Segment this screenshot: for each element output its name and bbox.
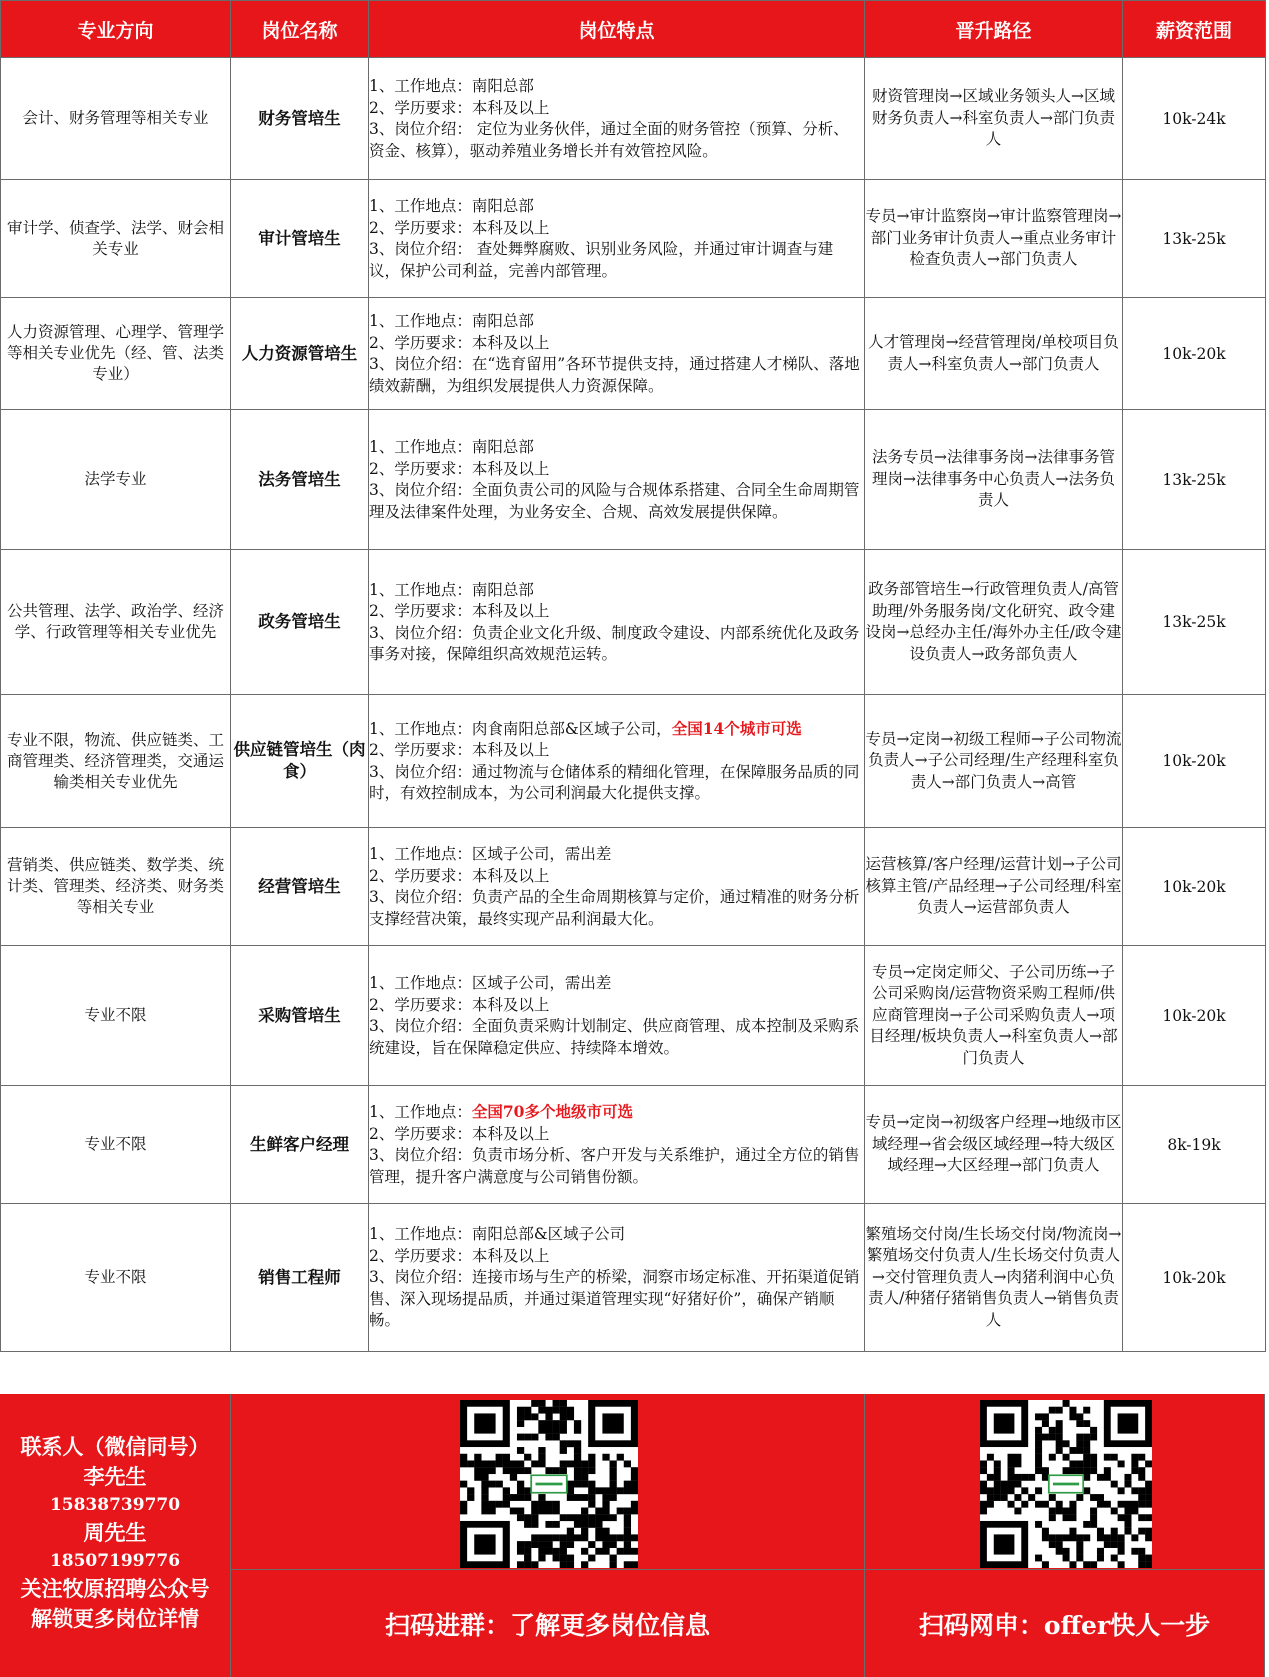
cell-major: 公共管理、法学、政治学、经济学、行政管理等相关专业优先: [1, 550, 231, 695]
follow-line-2: 解锁更多岗位详情: [31, 1606, 199, 1631]
table-row: [1, 695, 1266, 828]
location-highlight: 全国14个城市可选: [671, 718, 802, 738]
header-salary: 薪资范围: [1123, 1, 1266, 58]
feature-location: [369, 75, 864, 98]
cell-job-title: 法务管培生: [231, 410, 369, 550]
cell-promotion-path: 繁殖场交付岗/生长场交付岗/物流岗→繁殖场交付负责人/生长场交付负责人→交付管理负责人→肉猪利润中心负责人/种猪仔猪销售负责人→销售负责人: [865, 1204, 1123, 1352]
header-job: 岗位名称: [231, 1, 369, 58]
cell-features: [369, 1204, 865, 1352]
location-label: 1、工作地点：: [369, 974, 472, 992]
cell-salary: 10k-20k: [1123, 946, 1266, 1086]
cell-major: 专业不限: [1, 1204, 231, 1352]
feature-location: [369, 843, 864, 866]
cell-salary: 10k-20k: [1123, 695, 1266, 828]
cell-major: 法学专业: [1, 410, 231, 550]
location-value: 南阳总部: [471, 312, 534, 330]
feature-education: 2、学历要求：本科及以上: [369, 866, 550, 885]
cell-salary: 8k-19k: [1123, 1086, 1266, 1204]
contact-phone-1: 15838739770: [49, 1495, 181, 1515]
cell-major: 专业不限: [1, 946, 231, 1086]
cell-features: [369, 550, 865, 695]
cell-promotion-path: 运营核算/客户经理/运营计划→子公司核算主管/产品经理→子公司经理/科室负责人→运营部负责人: [865, 828, 1123, 946]
cell-job-title: 人力资源管培生: [231, 298, 369, 410]
feature-education: 2、学历要求：本科及以上: [369, 995, 550, 1014]
feature-education: 2、学历要求：本科及以上: [369, 1246, 550, 1265]
cell-major: 专业不限: [1, 1086, 231, 1204]
location-value: 南阳总部&区域子公司: [471, 1225, 626, 1244]
feature-description: 3、岗位介绍： 定位为业务伙伴，通过全面的财务管控（预算、分析、资金、核算），驱动养殖业务增长并有效管控风险。: [369, 120, 849, 160]
feature-education: 2、学历要求：本科及以上: [369, 98, 550, 117]
location-label: 1、工作地点：: [369, 197, 472, 215]
qr-code-icon[interactable]: [980, 1400, 1152, 1568]
feature-description: 3、岗位介绍：全面负责公司的风险与合规体系搭建、合同全生命周期管理及法律案件处理，为业务安全、合规、高效发展提供保障。: [369, 481, 860, 521]
header-major: 专业方向: [1, 1, 231, 58]
header-path: 晋升路径: [865, 1, 1123, 58]
feature-description: 3、岗位介绍：通过物流与仓储体系的精细化管理，在保障服务品质的同时，有效控制成本，为公司利润最大化提供支撑。: [369, 762, 860, 802]
cell-promotion-path: 政务部管培生→行政管理负责人/高管助理/外务服务岗/文化研究、政令建设岗→总经办主任/海外办主任/政令建设负责人→政务部负责人: [865, 550, 1123, 695]
cell-major: 会计、财务管理等相关专业: [1, 58, 231, 180]
cell-features: [369, 180, 865, 298]
feature-location: [369, 1101, 864, 1124]
location-highlight: 全国70多个地级市可选: [471, 1102, 633, 1121]
location-label: 1、工作地点：: [369, 1225, 472, 1244]
contact-person-1: 李先生: [83, 1464, 147, 1489]
feature-location: [369, 436, 864, 459]
qr-code-icon[interactable]: [460, 1400, 638, 1568]
location-value: 南阳总部: [471, 438, 534, 456]
location-label: 1、工作地点：: [369, 1103, 472, 1121]
contact-info: [0, 1394, 230, 1677]
table-header-row: [1, 1, 1266, 58]
location-label: 1、工作地点：: [369, 438, 472, 456]
cell-job-title: 财务管培生: [231, 58, 369, 180]
location-label: 1、工作地点：: [369, 580, 472, 599]
feature-location: [369, 718, 864, 741]
location-label: 1、工作地点：: [369, 719, 472, 738]
feature-education: 2、学历要求：本科及以上: [369, 602, 550, 620]
cell-promotion-path: 财资管理岗→区域业务领头人→区域财务负责人→科室负责人→部门负责人: [865, 58, 1123, 180]
cell-features: [369, 58, 865, 180]
feature-description: 3、岗位介绍：全面负责采购计划制定、供应商管理、成本控制及采购系统建设，旨在保障稳定供应、持续降本增效。: [369, 1017, 860, 1057]
cell-salary: 13k-25k: [1123, 180, 1266, 298]
table-row: [1, 180, 1266, 298]
divider: [1264, 1394, 1265, 1677]
cell-features: [369, 410, 865, 550]
feature-location: [369, 579, 864, 602]
feature-location: [369, 1223, 864, 1246]
cell-promotion-path: 专员→定岗定师父、子公司历练→子公司采购岗/运营物资采购工程师/供应商管理岗→子公司采购负责人→项目经理/板块负责人→科室负责人→部门负责人: [865, 946, 1123, 1086]
location-value: 南阳总部: [471, 580, 534, 599]
location-value: 区域子公司，需出差: [471, 974, 612, 992]
feature-description: 3、岗位介绍：负责企业文化升级、制度政令建设、内部系统优化及政务事务对接，保障组织高效规范运转。: [369, 623, 860, 663]
cell-salary: 10k-20k: [1123, 1204, 1266, 1352]
location-value: 肉食南阳总部&区域子公司，: [471, 719, 672, 738]
feature-education: 2、学历要求：本科及以上: [369, 333, 550, 352]
cell-major: 人力资源管理、心理学、管理学等相关专业优先（经、管、法类专业）: [1, 298, 231, 410]
feature-education: 2、学历要求：本科及以上: [369, 1124, 550, 1143]
feature-education: 2、学历要求：本科及以上: [369, 741, 550, 759]
feature-education: 2、学历要求：本科及以上: [369, 218, 550, 237]
cell-features: [369, 695, 865, 828]
table-row: [1, 1204, 1266, 1352]
cell-salary: 10k-20k: [1123, 828, 1266, 946]
cell-features: [369, 298, 865, 410]
cell-job-title: 采购管培生: [231, 946, 369, 1086]
table-row: [1, 550, 1266, 695]
cell-major: 营销类、供应链类、数学类、统计类、管理类、经济类、财务类等相关专业: [1, 828, 231, 946]
feature-description: 3、岗位介绍：连接市场与生产的桥梁，洞察市场定标准、开拓渠道促销售、深入现场提品质，并通过渠道管理实现“好猪好价”，确保产销顺畅。: [369, 1268, 860, 1330]
follow-line-1: 关注牧原招聘公众号: [20, 1576, 210, 1601]
slogan-join-group: 扫码进群：了解更多岗位信息: [384, 1610, 710, 1640]
slogan-apply-online: 扫码网申：offer快人一步: [918, 1610, 1211, 1640]
feature-description: 3、岗位介绍：负责产品的全生命周期核算与定价，通过精准的财务分析支撑经营决策，最终实现产品利润最大化。: [369, 888, 860, 928]
cell-features: [369, 1086, 865, 1204]
table-row: [1, 828, 1266, 946]
cell-job-title: 供应链管培生（肉食）: [231, 695, 369, 828]
cell-job-title: 审计管培生: [231, 180, 369, 298]
table-row: [1, 946, 1266, 1086]
cell-promotion-path: 人才管理岗→经营管理岗/单校项目负责人→科室负责人→部门负责人: [865, 298, 1123, 410]
cell-major: 审计学、侦查学、法学、财会相关专业: [1, 180, 231, 298]
contact-phone-2: 18507199776: [49, 1551, 181, 1571]
feature-description: 3、岗位介绍：负责市场分析、客户开发与关系维护，通过全方位的销售管理，提升客户满意度与公司销售份额。: [369, 1146, 860, 1186]
contact-person-2: 周先生: [83, 1520, 147, 1545]
table-row: [1, 410, 1266, 550]
cell-salary: 10k-20k: [1123, 298, 1266, 410]
cell-promotion-path: 法务专员→法律事务岗→法律事务管理岗→法律事务中心负责人→法务负责人: [865, 410, 1123, 550]
feature-location: [369, 310, 864, 333]
cell-promotion-path: 专员→定岗→初级客户经理→地级市区域经理→省会级区域经理→特大级区域经理→大区经理→部门负责人: [865, 1086, 1123, 1204]
cell-salary: 10k-24k: [1123, 58, 1266, 180]
cell-job-title: 经营管培生: [231, 828, 369, 946]
cell-major: 专业不限，物流、供应链类、工商管理类、经济管理类，交通运输类相关专业优先: [1, 695, 231, 828]
cell-promotion-path: 专员→定岗→初级工程师→子公司物流负责人→子公司经理/生产经理科室负责人→部门负责人→高管: [865, 695, 1123, 828]
feature-description: 3、岗位介绍： 查处舞弊腐败、识别业务风险，并通过审计调查与建议，保护公司利益，完善内部管理。: [369, 240, 834, 280]
location-label: 1、工作地点：: [369, 312, 472, 330]
cell-job-title: 销售工程师: [231, 1204, 369, 1352]
contact-title: 联系人（微信同号）: [20, 1434, 210, 1459]
feature-location: [369, 972, 864, 995]
cell-job-title: 政务管培生: [231, 550, 369, 695]
feature-location: [369, 195, 864, 218]
table-row: [1, 1086, 1266, 1204]
cell-job-title: 生鲜客户经理: [231, 1086, 369, 1204]
cell-salary: 13k-25k: [1123, 410, 1266, 550]
location-value: 南阳总部: [471, 77, 534, 95]
cell-promotion-path: 专员→审计监察岗→审计监察管理岗→部门业务审计负责人→重点业务审计检查负责人→部门负责人: [865, 180, 1123, 298]
feature-description: 3、岗位介绍：在“选育留用”各环节提供支持，通过搭建人才梯队、落地绩效薪酬，为组织发展提供人力资源保障。: [369, 355, 860, 395]
feature-education: 2、学历要求：本科及以上: [369, 459, 550, 478]
header-features: 岗位特点: [369, 1, 865, 58]
table-row: [1, 298, 1266, 410]
location-label: 1、工作地点：: [369, 77, 472, 95]
location-value: 区域子公司，需出差: [471, 845, 612, 863]
cell-features: [369, 828, 865, 946]
footer: [0, 1394, 1265, 1677]
location-value: 南阳总部: [471, 197, 534, 215]
table-row: [1, 58, 1266, 180]
cell-salary: 13k-25k: [1123, 550, 1266, 695]
cell-features: [369, 946, 865, 1086]
location-label: 1、工作地点：: [369, 845, 472, 863]
